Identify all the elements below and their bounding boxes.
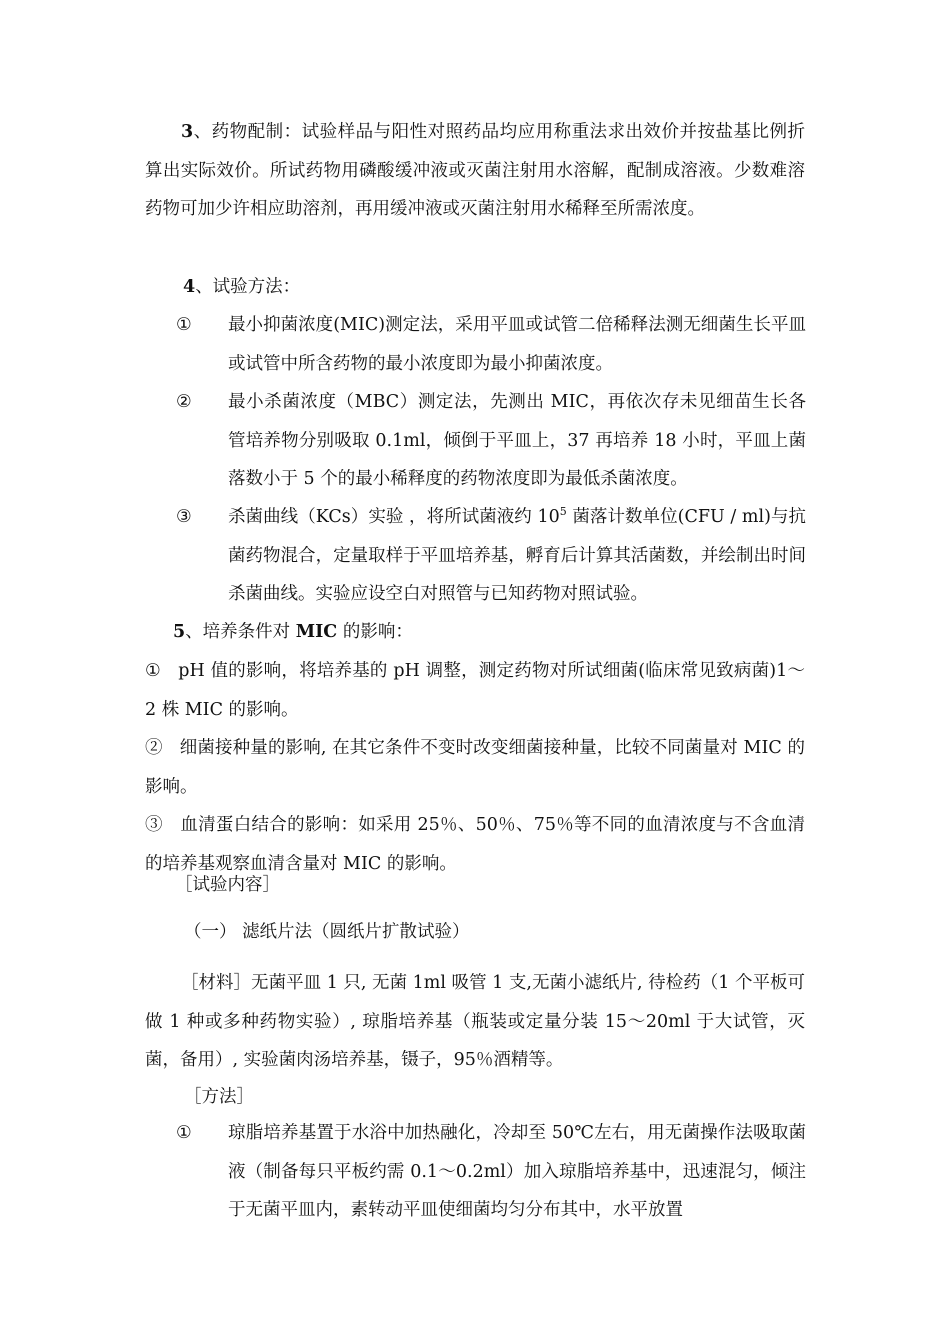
materials-paragraph: ［材料］无菌平皿 1 只, 无菌 1ml 吸管 1 支,无菌小滤纸片, 待检药（1 个平板可做 1 种或多种药物实验）, 琼脂培养基（瓶装或定量分装 15～20ml 于大试管，灭菌，备用）, 实验菌肉汤培养基，镊子，95％酒精等。 [145, 973, 805, 1070]
section-3-paragraph [145, 113, 805, 229]
circled-number: ③ [145, 815, 163, 835]
circled-number: ② [145, 738, 163, 758]
method-item-3 [176, 498, 806, 614]
circled-number: ② [176, 392, 192, 412]
step-item-1 [176, 1114, 806, 1230]
content-heading: ［试验内容］ [175, 875, 280, 895]
influence-text: pH 值的影响，将培养基的 pH 调整，测定药物对所试细菌(临床常见致病菌)1～2 株 MIC 的影响。 [145, 661, 805, 720]
influence-text: 血清蛋白结合的影响：如采用 25％、50％、75％等不同的血清浓度与不含血清的培养基观察血清含量对 MIC 的影响。 [145, 815, 805, 874]
method-text: 最小杀菌浓度（MBC）测定法，先测出 MIC，再依次存未见细苗生长各管培养物分别吸取 0.1ml，倾倒于平皿上，37 再培养 18 小时，平皿上菌落数小于 5 个的最小稀释度的药物浓度即为最低杀菌浓度。 [228, 392, 806, 489]
section-4-heading: 4、试验方法： [183, 277, 301, 297]
step-text: 琼脂培养基置于水浴中加热融化，冷却至 50℃左右，用无菌操作法吸取菌液（制备每只平板约需 0.1～0.2ml）加入琼脂培养基中，迅速混匀，倾注于无菌平皿内，素转动平皿使细菌均匀分布其中，水平放置 [228, 1123, 806, 1220]
method-text: 最小抑菌浓度(MIC)测定法，采用平皿或试管二倍稀释法测无细菌生长平皿或试管中所含药物的最小浓度即为最小抑菌浓度。 [228, 315, 806, 374]
section-5-number: 5 [173, 622, 186, 642]
influence-text: 细菌接种量的影响, 在其它条件不变时改变细菌接种量，比较不同菌量对 MIC 的影响。 [145, 738, 805, 797]
section-4-number: 4 [183, 277, 196, 297]
part-one-heading: （一） 滤纸片法（圆纸片扩散试验） [184, 922, 470, 942]
method-heading: ［方法］ [184, 1087, 254, 1107]
influence-item-1 [145, 652, 805, 729]
circled-number: ① [145, 661, 161, 681]
circled-number: ① [176, 1123, 192, 1143]
circled-number: ③ [176, 507, 192, 527]
method-item-1 [176, 306, 806, 383]
section-3-text: 、药物配制：试验样品与阳性对照药品均应用称重法求出效价并按盐基比例折算出实际效价。所试药物用磷酸缓冲液或灭菌注射用水溶解，配制成溶液。少数难溶药物可加少许相应助溶剂，再用缓冲液或灭菌注射用水稀释至所需浓度。 [145, 122, 805, 219]
method-text: 杀菌曲线（KCs）实验 ，将所试菌液约 $10^5$ 菌落计数单位(CFU / ml)与抗菌药物混合，定量取样于平皿培养基，孵育后计算其活菌数，并绘制出时间杀菌曲线。实验应设空白对照管与已知药物对照试验。 [228, 505, 806, 604]
circled-number: ① [176, 315, 192, 335]
section-5-heading: 5、培养条件对 MIC 的影响： [173, 622, 413, 642]
method-item-2 [176, 383, 806, 499]
influence-item-2 [145, 729, 805, 806]
section-3-number: 3 [181, 122, 194, 142]
superscript-exponent: 5 [559, 505, 567, 519]
